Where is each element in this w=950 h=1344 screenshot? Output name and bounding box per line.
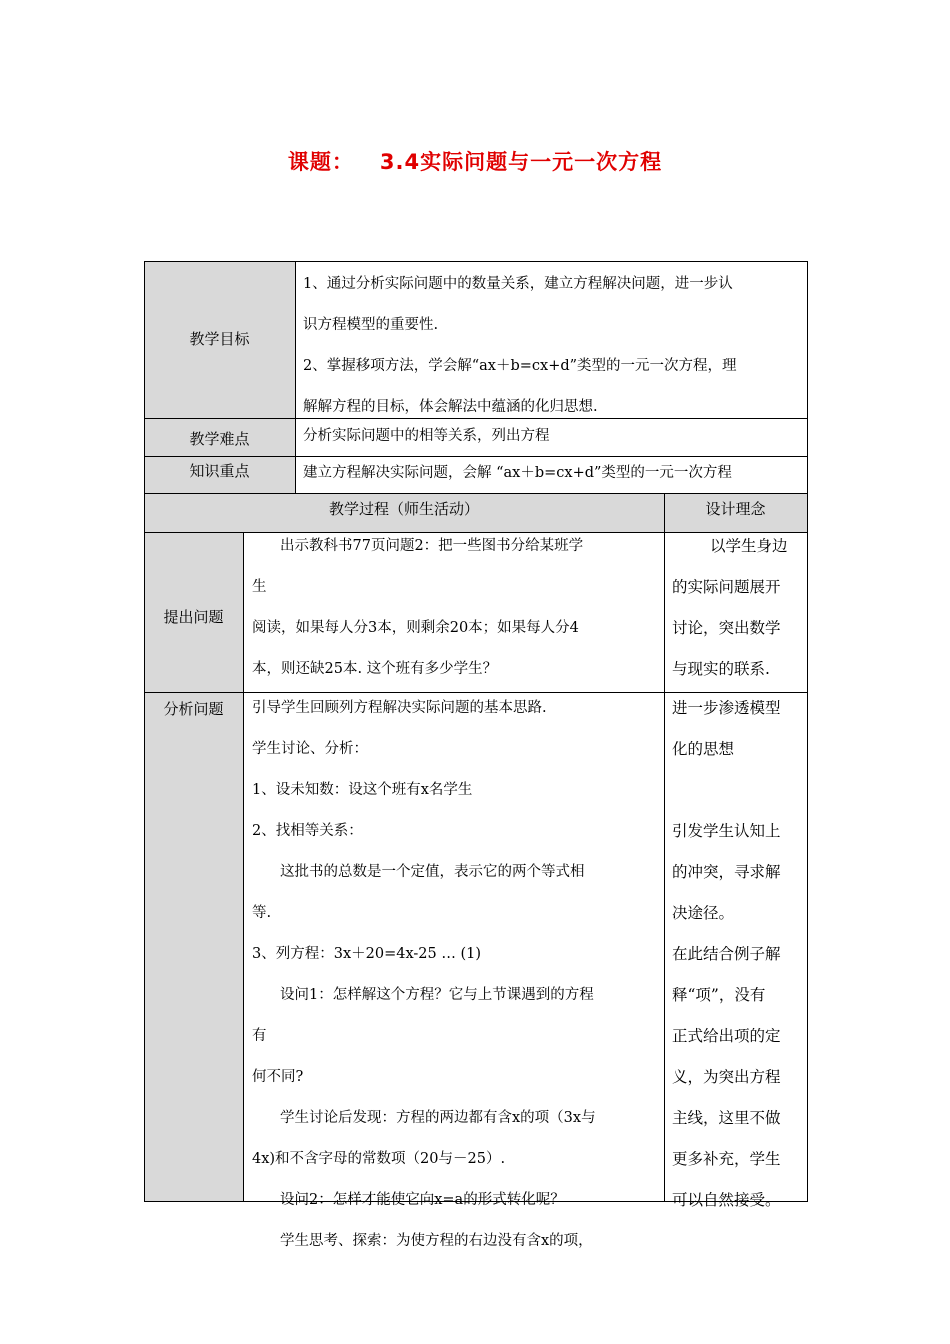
raise-concept-line: 的实际问题展开	[672, 578, 781, 596]
difficulty-label: 教学难点	[189, 430, 250, 448]
analyze-line: 3、列方程：3x＋20=4x-25 … (1)	[252, 946, 481, 962]
raise-line: 本，则还缺25本. 这个班有多少学生？	[252, 661, 498, 677]
page-title	[0, 146, 950, 176]
analyze-concept	[672, 688, 804, 1221]
analyze-concept-line: 义，为突出方程	[672, 1068, 781, 1086]
process-header: 教学过程（师生活动）	[328, 500, 479, 518]
analyze-line: 1、设未知数：设这个班有x名学生	[252, 782, 473, 798]
analyze-line: 4x)和不含字母的常数项（20与－25）.	[252, 1151, 506, 1167]
analyze-line: 2、找相等关系：	[252, 823, 363, 839]
goals-line: 1、通过分析实际问题中的数量关系，建立方程解决问题，进一步认	[303, 276, 733, 292]
analyze-concept-line: 进一步渗透模型	[672, 699, 781, 717]
goals-line: 识方程模型的重要性.	[303, 317, 439, 333]
keypoint-label: 知识重点	[189, 462, 250, 480]
keypoint-content: 建立方程解决实际问题，会解 “ax＋b=cx+d”类型的一元一次方程	[303, 465, 732, 481]
goals-content	[303, 264, 803, 428]
analyze-concept-line: 正式给出项的定	[672, 1027, 781, 1045]
difficulty-content: 分析实际问题中的相等关系，列出方程	[303, 428, 550, 444]
analyze-line: 引导学生回顾列方程解决实际问题的基本思路.	[252, 700, 547, 716]
title-prefix: 课题：	[287, 150, 354, 174]
analyze-concept-line: 在此结合例子解	[672, 945, 781, 963]
analyze-concept-line: 释“项”，没有	[672, 986, 766, 1004]
analyze-label: 分析问题	[163, 700, 224, 718]
goals-line: 2、掌握移项方法，学会解“ax＋b=cx+d”类型的一元一次方程，理	[303, 358, 737, 374]
analyze-line: 学生讨论、分析：	[252, 741, 368, 757]
analyze-concept-line: 主线，这里不做	[672, 1109, 781, 1127]
raise-concept-line: 以学生身边	[710, 537, 788, 555]
analyze-concept-line	[672, 770, 804, 811]
analyze-content	[252, 688, 662, 1262]
analyze-line: 等.	[252, 905, 272, 921]
analyze-concept-line: 可以自然接受。	[672, 1191, 781, 1209]
analyze-concept-line: 更多补充，学生	[672, 1150, 781, 1168]
raise-label: 提出问题	[163, 608, 224, 626]
analyze-line: 学生讨论后发现：方程的两边都有含x的项（3x与	[280, 1110, 596, 1126]
analyze-line: 设问2：怎样才能使它向x=a的形式转化呢？	[280, 1192, 565, 1208]
analyze-concept-line: 化的思想	[672, 740, 735, 758]
concept-header: 设计理念	[705, 500, 766, 518]
title-text: 3.4实际问题与一元一次方程	[379, 150, 663, 174]
analyze-concept-line: 决途径。	[672, 904, 735, 922]
analyze-line: 设问1：怎样解这个方程？它与上节课遇到的方程	[280, 987, 594, 1003]
raise-concept-line: 与现实的联系.	[672, 660, 770, 678]
analyze-concept-line: 的冲突，寻求解	[672, 863, 781, 881]
analyze-line: 这批书的总数是一个定值，表示它的两个等式相	[280, 864, 585, 880]
raise-concept-line: 讨论，突出数学	[672, 619, 781, 637]
analyze-line: 学生思考、探索：为使方程的右边没有含x的项，	[280, 1233, 593, 1249]
raise-content	[252, 526, 662, 690]
raise-line: 出示教科书77页问题2：把一些图书分给某班学	[280, 538, 584, 554]
raise-line: 阅读，如果每人分3本，则剩余20本；如果每人分4	[252, 620, 579, 636]
analyze-line: 有	[252, 1028, 267, 1044]
raise-line: 生	[252, 579, 267, 595]
goals-line: 解解方程的目标，体会解法中蕴涵的化归思想.	[303, 399, 598, 415]
analyze-line: 何不同?	[252, 1069, 304, 1085]
raise-concept	[672, 526, 804, 690]
shade-analyze-label	[144, 692, 243, 1201]
analyze-concept-line: 引发学生认知上	[672, 822, 781, 840]
goals-label: 教学目标	[189, 330, 250, 348]
